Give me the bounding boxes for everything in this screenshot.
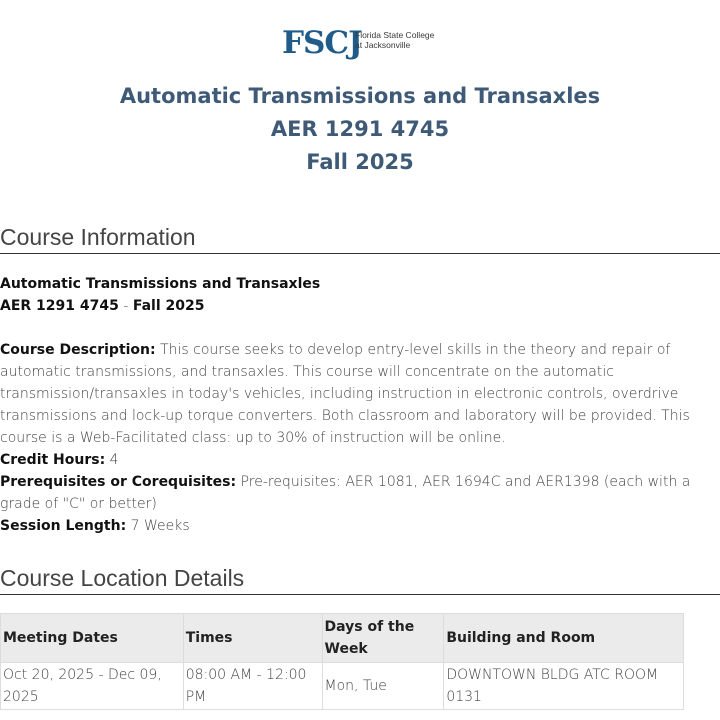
page-title <box>0 80 720 179</box>
meeting-dates-cell: Oct 20, 2025 - Dec 09, 2025 <box>1 663 184 710</box>
logo-tagline-line1: Florida State College <box>355 30 435 40</box>
session-length-label: Session Length: <box>0 518 127 534</box>
course-information-heading: Course Information <box>0 224 720 254</box>
course-location-heading: Course Location Details <box>0 565 720 595</box>
course-title-heading: Automatic Transmissions and Transaxles <box>119 84 601 108</box>
prerequisites-label: Prerequisites or Corequisites: <box>0 474 237 490</box>
course-title: Automatic Transmissions and Transaxles <box>0 276 321 292</box>
prerequisites-value: Pre-requisites: AER 1081, AER 1694C and AER1398 (each with a grade of "C" or better) <box>0 474 691 512</box>
college-logo <box>282 24 442 64</box>
credit-hours-value: 4 <box>109 452 119 468</box>
location-table <box>0 613 684 710</box>
column-header-times: Times <box>183 614 322 663</box>
logo-tagline-line2: at Jacksonville <box>355 40 411 50</box>
code-term-separator: - <box>123 298 129 314</box>
course-code-heading: AER 1291 4745 <box>270 117 450 141</box>
term-heading: Fall 2025 <box>306 150 414 174</box>
logo-tagline <box>355 30 434 50</box>
table-row <box>1 663 684 710</box>
column-header-meeting-dates: Meeting Dates <box>1 614 184 663</box>
description-text: This course seeks to develop entry-level skills in the theory and repair of automatic transmissions, and transaxles. This course will concentrate on the automatic transmission/transaxles in today's vehicles, including instruction in electronic controls, overdrive transmissions and lock-up torque converters. Both classroom and laboratory will be provided. This course is a Web-Facilitated class: up to 30% of instruction will be online. <box>0 342 690 446</box>
credit-hours-label: Credit Hours: <box>0 452 106 468</box>
course-code: AER 1291 4745 <box>0 298 119 314</box>
course-term: Fall 2025 <box>132 298 205 314</box>
description-label: Course Description: <box>0 342 156 358</box>
column-header-days: Days of the Week <box>322 614 444 663</box>
building-room-cell: DOWNTOWN BLDG ATC ROOM 0131 <box>444 663 684 710</box>
session-length-value: 7 Weeks <box>130 518 190 534</box>
column-header-building-room: Building and Room <box>444 614 684 663</box>
logo-mark: FSCJ <box>282 25 362 61</box>
course-information <box>0 273 720 537</box>
table-header-row <box>1 614 684 663</box>
times-cell: 08:00 AM - 12:00 PM <box>183 663 322 710</box>
days-cell: Mon, Tue <box>322 663 444 710</box>
